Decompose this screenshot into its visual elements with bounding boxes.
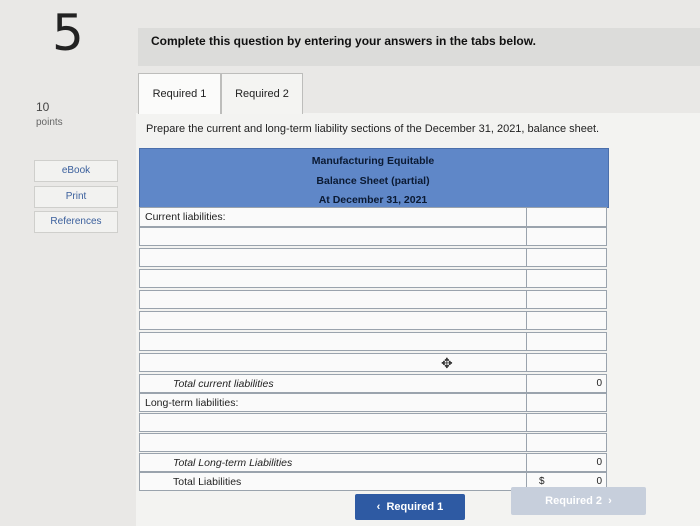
points-value: 10 xyxy=(36,100,50,114)
question-number: 5 xyxy=(52,4,84,62)
prev-required-button[interactable] xyxy=(355,494,465,520)
statement-date: At December 31, 2021 xyxy=(318,194,428,206)
entry-row[interactable] xyxy=(139,227,607,246)
move-cursor-icon: ✥ xyxy=(441,355,453,371)
total-current-row xyxy=(139,374,607,393)
company-name: Manufacturing Equitable xyxy=(311,155,435,167)
amount-input[interactable] xyxy=(526,434,606,451)
longterm-liabilities-row xyxy=(139,393,607,412)
prev-button-label: Required 1 xyxy=(386,501,444,513)
entry-row[interactable] xyxy=(139,269,607,288)
entry-row[interactable] xyxy=(139,413,607,432)
points-label: points xyxy=(36,117,63,128)
amount-cell xyxy=(526,394,606,411)
total-current-value: 0 xyxy=(526,375,606,392)
amount-input[interactable] xyxy=(526,333,606,350)
amount-input[interactable] xyxy=(526,312,606,329)
entry-row[interactable] xyxy=(139,353,607,372)
total-longterm-value: 0 xyxy=(526,454,606,471)
amount-input[interactable] xyxy=(526,291,606,308)
current-liabilities-label: Current liabilities: xyxy=(145,211,226,223)
tab-required-1[interactable]: Required 1 xyxy=(138,73,221,114)
total-liabilities-value: 0 xyxy=(596,476,602,487)
tab-required-2[interactable]: Required 2 xyxy=(221,73,303,114)
amount-cell xyxy=(526,208,606,226)
entry-row[interactable] xyxy=(139,248,607,267)
next-button-label: Required 2 xyxy=(545,495,603,507)
entry-row[interactable] xyxy=(139,290,607,309)
next-required-button[interactable] xyxy=(511,487,646,515)
chevron-left-icon: ‹ xyxy=(376,501,387,513)
ebook-link[interactable]: eBook xyxy=(34,160,118,182)
instruction-text: Complete this question by entering your answers in the tabs below. xyxy=(151,34,536,48)
amount-input[interactable] xyxy=(526,354,606,371)
longterm-liabilities-label: Long-term liabilities: xyxy=(145,397,239,409)
amount-input[interactable] xyxy=(526,249,606,266)
statement-title: Balance Sheet (partial) xyxy=(316,175,430,187)
current-liabilities-row xyxy=(139,207,607,227)
print-link[interactable]: Print xyxy=(34,186,118,208)
prompt-text: Prepare the current and long-term liability sections of the December 31, 2021, balance sheet. xyxy=(146,123,600,135)
entry-row[interactable] xyxy=(139,311,607,330)
total-longterm-row xyxy=(139,453,607,472)
points-box xyxy=(36,100,63,130)
chevron-right-icon: › xyxy=(602,495,612,507)
amount-input[interactable] xyxy=(526,414,606,431)
total-current-label: Total current liabilities xyxy=(173,378,274,390)
entry-row[interactable] xyxy=(139,433,607,452)
entry-row[interactable] xyxy=(139,332,607,351)
amount-input[interactable] xyxy=(526,270,606,287)
currency-symbol: $ xyxy=(539,476,545,487)
total-liabilities-label: Total Liabilities xyxy=(173,476,242,488)
total-longterm-label: Total Long-term Liabilities xyxy=(173,457,293,469)
references-link[interactable]: References xyxy=(34,211,118,233)
amount-input[interactable] xyxy=(526,228,606,245)
